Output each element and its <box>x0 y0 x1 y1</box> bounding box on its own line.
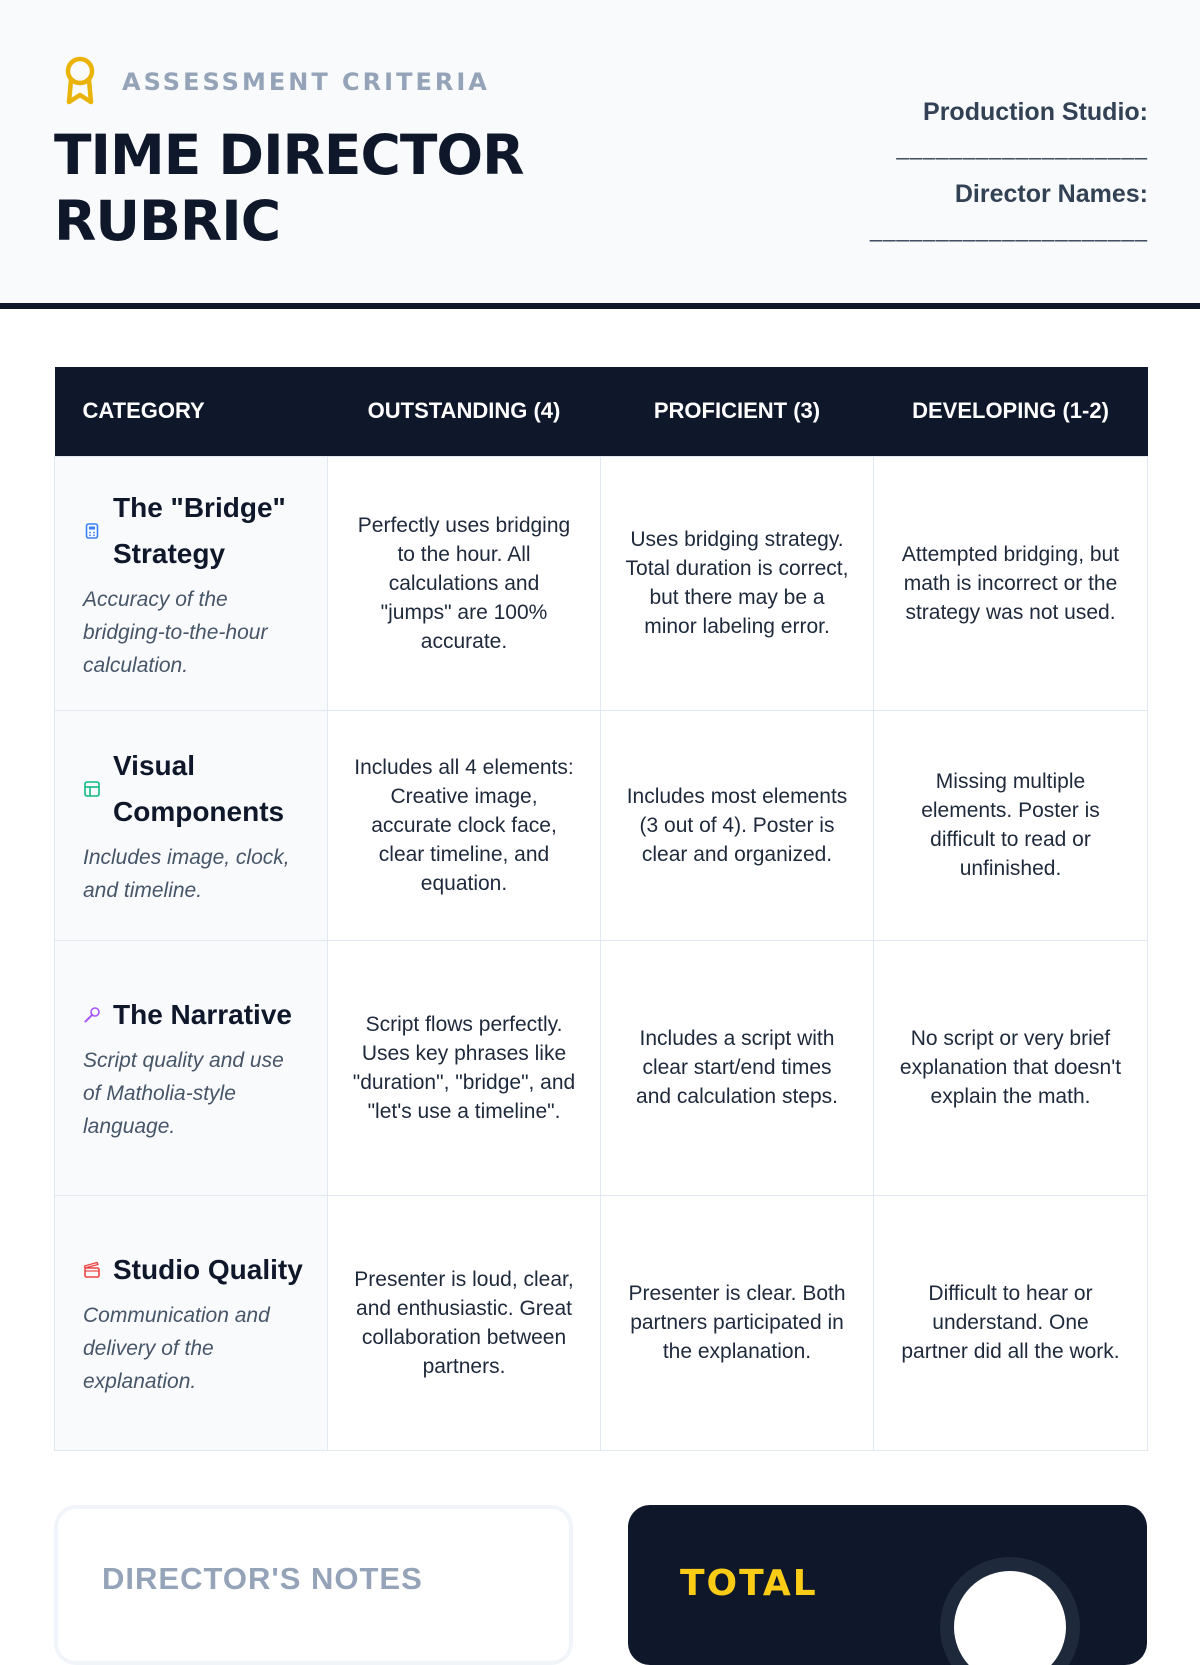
developing-cell: Missing multiple elements. Poster is difficult to read or unfinished. <box>874 710 1148 940</box>
outstanding-cell: Script flows perfectly. Uses key phrases like "duration", "bridge", and "let's use a timeline". <box>328 940 601 1195</box>
category-cell <box>55 710 328 940</box>
title-line-1: TIME DIRECTOR <box>54 123 524 187</box>
calculator-icon <box>83 522 101 540</box>
table-row <box>55 456 1148 710</box>
names-blank[interactable]: _____________________ <box>870 217 1148 242</box>
table-header-row <box>55 367 1148 456</box>
category-title: Studio Quality <box>113 1254 303 1285</box>
column-header-outstanding: OUTSTANDING (4) <box>328 367 601 456</box>
microphone-icon <box>83 1006 101 1024</box>
developing-cell: Attempted bridging, but math is incorrect or the strategy was not used. <box>874 456 1148 710</box>
notes-title: DIRECTOR'S NOTES <box>102 1561 423 1596</box>
proficient-cell: Presenter is clear. Both partners participated in the explanation. <box>601 1195 874 1450</box>
table-row <box>55 1195 1148 1450</box>
meta-fields <box>828 96 1148 260</box>
column-header-proficient: PROFICIENT (3) <box>601 367 874 456</box>
outstanding-cell: Presenter is loud, clear, and enthusiastic. Great collaboration between partners. <box>328 1195 601 1450</box>
studio-blank[interactable]: ___________________ <box>896 135 1148 160</box>
category-description: Includes image, clock, and timeline. <box>83 846 290 902</box>
proficient-cell: Includes a script with clear start/end times and calculation steps. <box>601 940 874 1195</box>
award-icon <box>62 56 98 108</box>
total-label: TOTAL <box>680 1563 818 1604</box>
category-title: Visual Components <box>113 750 285 827</box>
category-description: Script quality and use of Matholia-style language. <box>83 1049 284 1138</box>
title-line-2: RUBRIC <box>54 189 281 253</box>
table-row <box>55 710 1148 940</box>
developing-cell: No script or very brief explanation that doesn't explain the math. <box>874 940 1148 1195</box>
proficient-cell: Includes most elements (3 out of 4). Poster is clear and organized. <box>601 710 874 940</box>
outstanding-cell: Perfectly uses bridging to the hour. All calculations and "jumps" are 100% accurate. <box>328 456 601 710</box>
score-circle[interactable] <box>940 1557 1080 1665</box>
category-cell <box>55 456 328 710</box>
table-row <box>55 940 1148 1195</box>
category-title: The Narrative <box>113 999 292 1030</box>
clapperboard-icon <box>83 1261 101 1279</box>
proficient-cell: Uses bridging strategy. Total duration is correct, but there may be a minor labeling error. <box>601 456 874 710</box>
column-header-developing: DEVELOPING (1-2) <box>874 367 1148 456</box>
total-score-card <box>628 1505 1147 1665</box>
developing-cell: Difficult to hear or understand. One partner did all the work. <box>874 1195 1148 1450</box>
category-title: The "Bridge" Strategy <box>113 491 286 569</box>
eyebrow-text: ASSESSMENT CRITERIA <box>122 68 490 96</box>
rubric-table <box>54 367 1148 1451</box>
page-title <box>54 122 694 254</box>
header <box>0 0 1200 309</box>
eyebrow <box>62 56 490 108</box>
category-description: Accuracy of the bridging-to-the-hour calculation. <box>83 587 268 677</box>
category-description: Communication and delivery of the explanation. <box>83 1304 270 1393</box>
layout-icon <box>83 780 101 798</box>
outstanding-cell: Includes all 4 elements: Creative image, accurate clock face, clear timeline, and equation. <box>328 710 601 940</box>
category-cell <box>55 940 328 1195</box>
column-header-category: CATEGORY <box>55 367 328 456</box>
names-label: Director Names: <box>954 180 1148 208</box>
directors-notes-card <box>54 1505 573 1665</box>
category-cell <box>55 1195 328 1450</box>
studio-label: Production Studio: <box>923 98 1148 126</box>
